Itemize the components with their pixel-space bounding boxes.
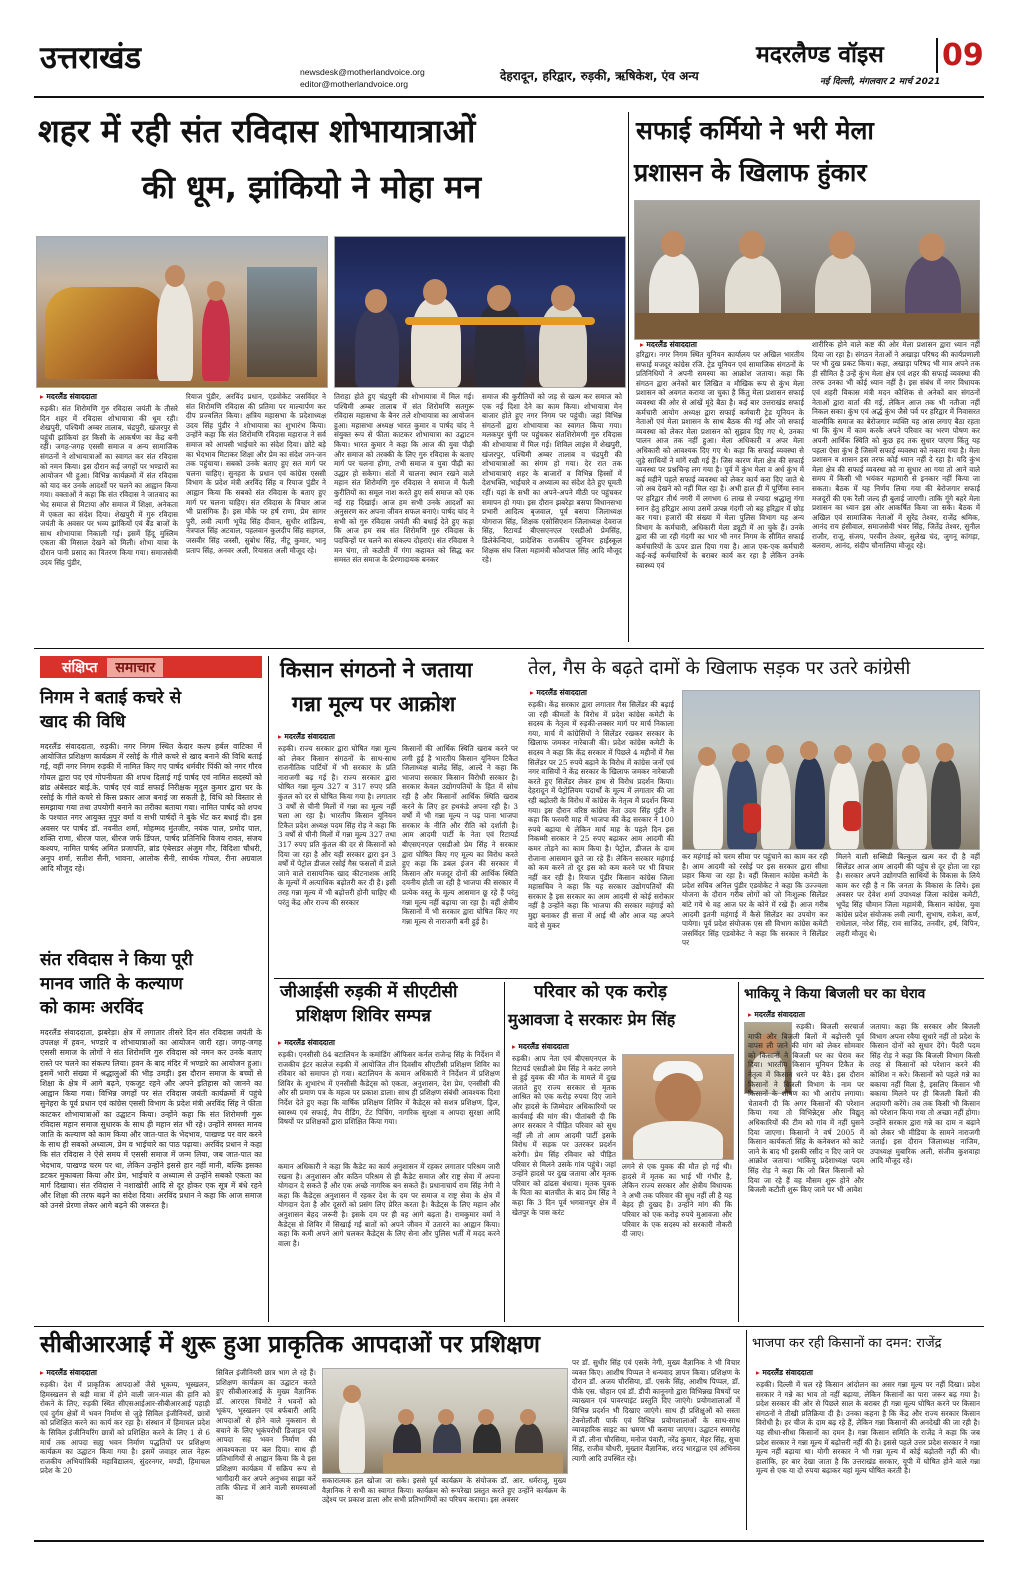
story1-col2: रियाज पुंडीर, अरविंद प्रधान, एडवोकेट जसविंदर ने संत शिरोमणि रविदास की प्रतिमा पर माल्यार्पण कर दीप प्रज्वलित किया। क्षत्रिय महासभा के प्रदेशाध्यक्ष उदय सिंह पुंडीर ने शोभायात्रा का शुभारंभ किया। उन्होंने कहा कि संत शिरोमणि रविदास महाराज ने सर्व समाज को आपसी भाईचारे का संदेश दिया। छोटे बड़े का भेदभाव मिटाकर शिक्षा और प्रेम का संदेश जन-जन तक पहुंचाया। सबको उनके बताए हुए सत मार्ग पर चलना चाहिए। सुनहरा के प्रधान एवं कांग्रेस एससी विभाग के प्रदेश मंत्री अरविंद सिंह व रियाज पुंडीर ने आह्वान किया कि सबको संत रविदास के बताए हुए मार्ग पर चलना चाहिए। संत रविदास के विचार आज भी प्रासंगिक हैं। इस मौके पर हर्ष राणा, प्रेम सागर पुरी, लवी त्यागी भूपेंद्र सिंह दीवान, सुधीर शांडिल्य, नेत्रपाल सिंह अटवाल, पहलवान कुलदीप सिंह सहगल, जसवीर सिंह जस्सी, सुबोध सिंह, नीटू कुमार, भानू प्रताप सिंह, अनवर अली, रियासत अली मौजूद रहे। [186, 392, 326, 555]
brief1-title-line1: निगम ने बताई कचरे से [40, 688, 182, 708]
story5-headline-line1: जीआईसी रुड़की में सीएटीसी [280, 982, 458, 1002]
story3-headline-line2: गन्ना मूल्य पर आक्रोश [292, 692, 456, 716]
story8-col4: पर डॉ. सुधीर सिंह एवं एसके नेगी, मुख्य वैज्ञानिक ने भी विचार व्यक्त किए। आशीष पिप्पल ने धन्यवाद ज्ञापन किया। प्रशिक्षण के दौरान डॉ. अजय चौरसिया, डॉ. एसके सिंह, आशीष पिप्पल, डॉ. पीके एस. चौहान एवं डॉ. डीपी कानूनगो द्वारा विभिन्नख विषयों पर व्याख्यान एवं पावरपाइंट प्रस्तुति दिए जाएंगे। प्रयोगशालाओं में विभिन्न प्रदर्शन भी दिखाए जाएंगे। साथ ही प्रशिक्षुओं को सस्ता टेक्नोलॉजी पार्क एवं विभिन्न प्रयोगशालाओं के साथ-साथ व्यावहारिक साइट का भ्रमण भी कराया जाएगा। उद्घाटन समारोह में डॉ. लीना चौरसिया, मनोज पंवारी, नरेंद्र कुमार, मेहर सिंह, सुचा सिंह, राजीव चौधरी, मुख्तार वैज्ञानिक, शरद भारद्वाज एवं अभिनव त्यागी आदि उपस्थित रहे। [572, 1358, 740, 1463]
story4-col3: मिलने वाली सब्सिडी बिल्कुल खत्म कर दी है वहीं सिलेंडर आज आम आदमी की पहुंच से दूर होता जा रहा है। सरकार अपने उद्योगपति साथियों के विकास के लिये काम कर रही है न कि जनता के विकास के लिये। इस अवसर पर देवेश शर्मा उपाध्यक्ष जिला कांग्रेस कमेटी, भूपेंद्र सिंह चौमान जिला महामंत्री, किसान कांग्रेस, युवा कांग्रेस प्रदेश संयोजक लवी त्यागी, सुभाष, राकेश, कर्ण, राधेलाल, नरेश सिंह, राव साजिद, तनवीर, हर्ष, विपिन, लहरी मौजूद थे। [836, 852, 980, 938]
story8-photo-classroom [322, 1368, 568, 1474]
column-divider [628, 112, 629, 642]
dateline: नई दिल्ली, मंगलवार 2 मार्च 2021 [820, 77, 941, 87]
section-rule [34, 648, 984, 649]
story6-headline-line1: परिवार को एक करोड़ [534, 982, 667, 1002]
story6-headline-line2: मुआवजा दे सरकारः प्रेम सिंह [508, 1010, 676, 1029]
story5-col2: कमान अधिकारी ने कहा कि कैडेट का कार्य अनुशासन में रहकर लगातार परिश्रम जारी रखना है। अनुशासन और कठिन परिश्रम से ही कैडेट समाज और राष्ट्र सेवा में अपना योगदान दे सकते हैं और एक अच्छे नागरिक बन सकते हैं। प्रधानाचार्य राम सिंह नेगी ने कहा कि कैडेट्स अनुशासन में रहकर देश के दम पर समाज व राष्ट्र सेवा के क्षेत्र में योगदान देता है और दूसरों को प्रसंग लिए प्रेरित करता है। कैडेट्स के लिए महान और अनुशासन बेहद जरूरी है। इसके दम पर ही वह आगे बढ़ता है। रामकुमार वर्मा ने कैडेट्स से शिविर में सिखाई गई बातों को अपने जीवन में उतारने का आह्वान किया। कहा कि कमी अपने आगे चलकर कैडेट्स के लिए सेना और पुलिस भर्ती में मदद करने वाला है। [278, 1162, 500, 1248]
footer-rule [34, 1540, 984, 1542]
column-divider [746, 1330, 747, 1530]
story9-col1: रुड़की। दिल्ली में चल रहे किसान आंदोलन का असर गन्ना मूल्य पर नहीं दिखा। प्रदेश सरकार ने गन्ने का भाव तो नहीं बढ़ाया, लेकिन किसानों का पारा जरूर बढ़ गया है। प्रदेश सरकार की ओर से पिछले साल के बराबर ही गन्ना मूल्य घोषित करने पर किसान संगठनों ने तीखी प्रतिक्रिया दी है। उनका कहना है कि केंद्र और राज्य सरकार किसान विरोधी है। हर चीज के दाम बढ़ रहे हैं, लेकिन गन्ना किसानों की अनदेखी की जा रही है। यह सीधा-सीधा किसानों का दमन है। गन्ना किसान समिति के राजेंद्र ने कहा कि जब प्रदेश सरकार ने गन्ना मूल्य में बढ़ोत्तरी नहीं की है। इससे पहले उत्तर प्रदेश सरकार ने गन्ना मूल्य नहीं बढ़ाया था। योगी सरकार ने भी गन्ना मूल्य में कोई बढ़ोतरी नहीं की थी। हालांकि, हर बार देखा जाता है कि उत्तराखंड सरकार, यूपी में घोषित होने वाले गन्ना मूल्य से एक या दो रुपया बढ़ाकर यहां मूल्य घोषित करती है। [756, 1380, 980, 1476]
story1-byline: ▸ मदरलैंड संवाददाता [40, 392, 97, 402]
column-divider [268, 656, 269, 1322]
story6-col1: रुड़की। आप नेता एवं बीएसएनएल के रिटायर्ड एसडीओ प्रेम सिंह ने करंट लगने से हुई युवक की मौत के मामले में दुख जताते हुए राज्य सरकार से मृतक आश्रित को एक करोड़ रुपया दिए जाने और हादसे के जिम्मेदार अधिकारियों पर कार्यवाई की मांग की। पीतांबरी दी कि अगर सरकार ने पीड़ित परिवार को सुध नहीं ली तो आम आदमी पार्टी इसके विरोध में सड़क पर उतरकर प्रदर्शन करेगी। प्रेम सिंह रविवार को पीड़ित परिवार से मिलने उसके गांव पहुंचे। जहां उन्होंने हादसे पर दुख जताया और मृतक परिवार को ढांढस बंधाया। मृतक युवक के पिता का बातचीत के बाद प्रेम सिंह ने कहा कि 3 दिन पूर्व भगवानपुर क्षेत्र में खेतपुर के पास करंट [512, 1054, 616, 1217]
section-rule [274, 978, 984, 979]
story2-col2: शारीरिक होने वाले कष्ट की ओर मेला प्रशासन द्वारा ध्यान नहीं दिया जा रहा है। संगठन नेताओं ने अखाड़ा परिषद की कार्यप्रणाली पर भी दुख प्रकट किया। कहा, अखाड़ा परिषद भी मात्र अपने तक ही सीमित है उन्हें कुंभ मेला क्षेत्र एवं शहर की सफाई व्यवस्था की तरफ उनका भी कोई ध्यान नहीं है। इस संबंध में नगर विधायक एवं शहरी विकास मंत्री मदन कौशिक से अनेकों बार संगठनों नेताओं द्वारा वार्ता की गई, लेकिन आज तक भी नतीजा नहीं निकल सका। कुंभ एवं अर्द्ध कुंभ जैसे पर्व पर हरिद्वार में निवासरत वाल्मीकि समाज का बेरोजगार व्यक्ति यह आस लगाए बैठा रहता था कि कुंभ में काम करके अपने परिवार का भरण पोषण कर अपनी आर्थिक स्थिति को कुछ हद तक सुधार पाएगा किंतु यह पहला ऐसा कुंभ है जिसमें सफाई व्यवस्था को नकारा गया है। मेला प्रशासन व शासन इस तरफ कोई ध्यान नहीं दे रहा है। यदि कुंभ मेला क्षेत्र की सफाई व्यवस्था को ना सुधार आ गया तो आने वाले समय में किसी भी भयंकर महामारी से इनकार नहीं किया जा सकता। बैठक में यह निर्णय लिया गया की बेरोजगार सफाई मजदूरों की एक रैली जल्द ही बुलाई जाएगी। ताकि गूंगे बहरे मेला प्रशासन का ध्यान इस ओर आकर्षित किया जा सके। बैठक में अखिल एवं सामाजिक नेताओं में सुरेंद्र तेश्वर, राजेंद्र श्रमिक, आनंद राय हंसीवाल, समाजसेवी भंवर सिंह, जितेंद्र तेश्वर, सुनील राजौर, राजू, संजय, परवीन तेश्वर, सुलेख चंद, जुगनू कांगड़ा, बलराम, आनंद, संदीप चौनालिया मौजूद रहे। [812, 340, 980, 551]
story4-col1: रुड़की। केंद्र सरकार द्वारा लगातार गैस सिलेंडर की बढ़ाई जा रही कीमतों के विरोध में प्रदेश कांग्रेस कमेटी के सदस्य के नेतृत्व में रुड़की-लक्सर मार्ग पर मार्च निकाला गया, मार्च में कांग्रेसियों ने सिलेंडर रखकर सरकार के खिलाफ जमकर नारेबाजी की। प्रदेश कांग्रेस कमेटी के सदस्य ने कहा कि केंद्र सरकार में पिछले 4 महीनों में गैस सिलेंडर पर 25 रुपये बढ़ाने के विरोध में कांग्रेस जनों एवं नगर वासियों ने केंद्र सरकार के खिलाफ जमकर नारेबाजी करते हुए सिलेंडर लेकर हाथ से विरोध प्रदर्शन किया। देहरादून में पेट्रोलियम पदार्थों के मूल्य में लगातार की जा रही बढ़ोतरी के विरोध में कांग्रेस के नेतृत्व में प्रदर्शन किया गया। इस दौरान वरिष्ठ कांग्रेस नेता उदय सिंह पुंडीर ने कहा कि फरवरी माह में भाजपा की केंद्र सरकार ने 100 रुपये बढ़ाया थे लेकिन मार्च माह के पहले दिन इस निकम्मी सरकार ने 25 रुपए बढ़ाकर आम आदमी की कमर तोड़ने का काम किया है। पेट्रोल, डीजल के दाम रोजाना आसमान छूते जा रहे हैं। लेकिन सरकार महंगाई को कम करने तो दूर इस को कम करने पर भी विचार नहीं कर रही है। रियाज पुंडीर किसान कांग्रेस जिला महासचिव ने कहा कि यह सरकार उद्योगपतियों की सरकार है इस सरकार का आम आदमी से कोई सरोकार नहीं है उन्होंने कहा कि भाजपा की सरकार महंगाई को मुद्दा बनाकर ही सत्ता में आई थी और आज यह अपने वादे से मुकर [528, 700, 674, 930]
story9-byline: ▸ मदरलैंड संवाददाता [756, 1368, 813, 1378]
story6-byline: ▸ मदरलैंड संवाददाता [512, 1042, 569, 1052]
story2-headline-line1: सफाई कर्मियो ने भरी मेला [636, 116, 874, 145]
story1-photo-chariot [36, 236, 328, 388]
column-divider [504, 982, 505, 1322]
story8-headline: सीबीआरआई में शुरू हुआ प्राकृतिक आपदाओं पर प्रशिक्षण [40, 1330, 540, 1358]
story7-byline: ▸ मदरलैंड संवाददाता [748, 1010, 805, 1020]
story1-col4: समाज की कुरीतियों को जड़ से खत्म कर समाज को एक नई दिशा देने का काम किया। शोभायात्रा मेन बाजार होते हुए नगर निगम पर पहुंची। जहां विभिन्न संगठनों द्वारा शोभायात्रा का स्वागत किया गया। मलकपुर चुंगी पर पहुंचकर संतशिरोमणी गुरु रविदास की शोभायात्रा में मिल गई। शिविल लाइंस में शेखपुरी, खंजरपुर, पश्चिमी अम्बर तालाब व चंद्रपुरी की शोभायात्राओं का संगम हो गया। देर रात तक शोभायात्राएं शहर के बाजारों व विभिन्न हिस्सों में देशभक्ति, भाईचारे व अध्यात्म का संदेश देते हुए घूमती रहीं। यहां के सभी का अपने-अपने मीठी पर पहुंचकर समापन हो गया। इस दौरान झबरेड़ा बसपा विधानसभा प्रभारी आदित्य बृजवाल, पूर्व बसपा जिलाध्यक्ष योगराज सिंह, शिक्षक एसोसिएशन जिलाध्यक्ष देवराज सिंह, रिटायर्ड बीएसएनएल एसडीओ प्रेमसिंह, डिलेकेन्दिया, प्रादेशिक राजकीय जूनियर हाईस्कूल शिक्षक संघ जिला महामंत्री कौशपाल सिंह आदि मौजूद रहे। [482, 392, 622, 565]
email-editor[interactable]: editor@motherlandvoice.org [300, 79, 409, 89]
story1-col3: तिराहा होते हुए चंद्रपुरी की शोभायात्रा में मिल गई। पश्चिमी अम्बर तालाब में संत शिरोमणि सतगुरू रविदास महासभा के बैनर तले शोभायात्रा का आयोजन हुआ। महासभा अध्यक्ष भारत कुमार व पार्षद चांद ने संयुक्त रूप से फीता काटकर शोभायात्रा का उद्घाटन किया। भारत कुमार ने कहा कि आज की युवा पीढ़ी और समाज को तरक्की के लिए गुरु रविदास के बताए मार्ग पर चलना होगा, तभी समाज व युवा पीढ़ी का उद्धार हो सकेगा। संतों में चालना स्थान रखने वाले महान संत शिरोमणि गुरु रविदास ने समाज में फैली कुरीतियों का समूल नाश करते हुए सर्व समाज को एक नई राह दिखाई। आज हम सभी उनके आदर्शों का अनुसरण कर अपना जीवन सफल बनाएं। पार्षद चांद ने सभी को गुरु रविदास जयंती की बधाई देते हुए कहा कि आज हम सब संत शिरोमणि गुरु रविदास के पदचिन्हों पर चलने का संकल्प दोहराएं। संत रविदास ने मन चंगा, तो कठौती में गंगा कहावत को सिद्ध कर समस्त संत समाज के प्रेरणादायक बनकर [334, 392, 474, 565]
section-rule [34, 1326, 984, 1327]
brief2-title-line1: संत रविदास ने किया पूरी [40, 950, 193, 970]
edition-cities: देहरादून, हरिद्वार, रुड़की, ऋषिकेश, एंव अन्य [500, 69, 699, 83]
story2-col1: हरिद्वार। नगर निगम स्थित यूनियन कार्यालय पर अखिल भारतीय सफाई मजदूर कांग्रेस रजि. ट्रेड यूनियन एवं सामाजिक संगठनों के प्रतिनिधियों ने अपनी समस्या का आक्रोश जताया। कहा कि संगठन द्वारा अनेकों बार लिखित व मौखिक रूप से कुंभ मेला प्रशासन को अवगत कराया जा चुका है किंतु मेला प्रशासन सफाई व्यवस्था की ओर से आंखें मूंदे बैठा है। कई बार उत्तराखंड सफाई कर्मचारी आयोग अध्यक्ष द्वारा सफाई कर्मचारी ट्रेड यूनियन के नेताओं एवं मेला प्रशासन के साथ बैठक की गई और जो सफाई व्यवस्था को लेकर मेला प्रशासन को सुझाव दिए गए थे, उनका पालन आज तक नहीं हुआ। मेला अधिकारी व अपर मेला अधिकारी को आवश्यक दिए गए थे। कहा कि सफाई व्यवस्था से जुड़े साथियों ने मांगें रखी गई हैं। जिस कारण मेला क्षेत्र की सफाई व्यवस्था पर प्रश्नचिन्ह लग गया है। पूर्व में कुंभ मेला व अर्ध कुंभ में कई महीने पहले सफाई व्यवस्था को लेकर कार्य करा दिए जाते थे जो अब देखने को नहीं मिल रहा है। अभी हाल ही में पूर्णिमा स्नान पर हरिद्वार तीर्थ नगरी में लगभग 6 लाख से ज्यादा श्रद्धालु गंगा स्नान हेतु हरिद्वार आया उसमें उत्पन्न गंदगी जो बह हरिद्वार में छोड़ कर गया। हजारों की संख्या में मेला पुलिस विभाग यह अन्य विभाग के कर्मचारी, अधिकारी मेला ड्यूटी में आ चुके हैं। उनके द्वारा की जा रही गंदगी का भार भी नगर निगम के सीमित सफाई कर्मचारियों के ऊपर डाल दिया गया है। आज एक-एक कर्मचारी कई-कई कर्मचारियों के बराबर कार्य कर रहा है लेकिन उनके स्वास्थ्य एवं [636, 350, 804, 571]
email-newsdesk[interactable]: newsdesk@motherlandvoice.org [300, 67, 425, 77]
page-number: 09 [936, 38, 984, 73]
story1-photo-leaders [334, 236, 626, 388]
story6-photo-prem-singh [622, 1054, 734, 1160]
brief2-title-line3: को कामः अरविंद [40, 998, 144, 1018]
story9-headline: भाजपा कर रही किसानों का दमन: राजेंद्र [752, 1336, 942, 1351]
story1-headline-line1: शहर में रही संत रविदास शोभायात्राओं [38, 112, 476, 150]
paper-name: मदरलैण्ड वॉइस [756, 42, 884, 68]
story2-photo-meeting [634, 200, 980, 340]
story4-headline: तेल, गैस के बढ़ते दामों के खिलाफ सड़क पर उतरे कांग्रेसी [528, 658, 911, 679]
brief2-title-line2: मानव जाति के कल्याण [40, 974, 183, 994]
story8-col2: सिविल इंजीनियरी छात्र भाग ले रहे हैं। प्रशिक्षण कार्यक्रम का उद्घाटन करते हुए सीबीआरआई के मुख्य वैज्ञानिक डॉ. आरएस चिमोटे ने भवनों को भूकंप, भूस्खलन एवं बर्फबारी आदि आपदाओं से होने वाले नुकसान से बचाने के लिए भूकंपरोधी डिजाइन एवं आपदा सह भवन निर्माण की आवश्यकता पर बल दिया। साथ ही प्रतिभागियों से आह्वान किया कि वे इस प्रशिक्षण कार्यक्रम में सक्रिय रूप से भागीदारी कर अपने अनुभव साझा करें ताकि फील्ड में आने वाली समस्याओं का [216, 1368, 316, 1502]
story5-col1: रुड़की। एनसीसी 84 बटालियन के कमांडिंग ऑफिसर कर्नल राजेन्द्र सिंह के निर्देशन में राजकीय इंटर कालेज रुड़की में आयोजित तीन दिवसीय सीएटीसी प्रशिक्षण शिविर का रविवार को समापन हो गया। बटालियन के कमान अधिकारी ने निर्देशन में प्रशिक्षण शिविर के शुभारंभ में एनसीसी कैडेट्स को एकता, अनुशासन, देश प्रेम, एनसीसी की और सी प्रमाण पत्र के महत्व पर प्रकाश डाला। साथ ही प्रशिक्षण संबंधी आवश्यक दिशा निर्देश देते हुए कहा कि वार्षिक प्रशिक्षण शिविर में कैडेट्स को सशत्र प्रशिक्षण, ड्रिल, स्वास्थ्य एवं सफाई, मैप रीडिंग, टेंट पिचिंग, नागरिक सुरक्षा व आपदा सुरक्षा आदि विषयों पर प्रशिक्षकों द्वारा प्रशिक्षित किया गया। [278, 1050, 500, 1127]
story2-headline-line2: प्रशासन के खिलाफ हुंकार [634, 158, 867, 187]
brief1-title-line2: खाद की विधि [40, 712, 126, 732]
story3-byline: ▸ मदरलैंड संवाददाता [278, 732, 335, 742]
story8-byline: ▸ मदरलैंड संवाददाता [40, 1368, 97, 1378]
story3-headline-line1: किसान संगठनो ने जताया [280, 658, 473, 682]
story4-photo-protest [682, 690, 980, 850]
story7-col1: रुड़की। बिजली सरचार्ज माफी और बिजली बिलों में बढ़ोत्तरी पूर्व वापस ली जाने की मांग को लेकर सोमवार को किसानों ने बिजली घर का घेराव कर दिया। भारतीय किसान यूनियन टिकैत के नेतृत्व में किसान धरने पर बैठे। इस दौरान किसानों ने बिजली विभाग के नाम पर किसानों के शोषण का भी आरोप लगाया। चेतावनी दी कि अगर किसानों की परेशान किया गया तो विभिन्नेट्स और विद्युत् अधिकारियों की टीम को गांव में नहीं घुसने दिया जाएगा। किसानों ने वर्ष 2005 में किसान कार्यकर्ता सिंह के कनेक्शन को काटे जाने के बाद भी इसकी रसीद न दिए जाने पर आक्रोश जताया। भाकियू प्रदेशाध्यक्ष पदम सिंह रोड़ ने कहा कि जो बिल किसानों को दिया जा रहे हैं वह मौसम शुरू होने और बिजली कटौती शुरू किए जाने पर भी आवेश [748, 1022, 864, 1195]
story1-col1: रुड़की। संत शिरोमणि गुरु रविदास जयंती के तीसरे दिन शहर में रविदास शोभायात्रा की धूम रही। शेखपुरी, पश्चिमी अम्बर तालाब, चंद्रपुरी, खंजरपुर से पहुंची झांकियां हर किसी के आकर्षण का केंद्र बनी रहीं। जगह-जगह एससी समाज व अन्य सामाजिक संगठनों ने शोभायात्राओं का स्वागत कर संत रविदास को नमन किया। इस दौरान कई जगहों पर भण्डारों का आयोजन भी हुआ। विभिन्न कार्यक्रमों में संत रविदास को याद कर उनके आदर्शों पर चलने का आह्वान किया गया। वक्ताओं ने कहा कि संत रविदास ने जातवाद का भेद समाज से मिटाया और समाज में शिक्षा, अनेकता में एकता का संदेश दिया। शेखपुरी में गुरु रविदास जयंती के अवसर पर भव्य झांकियों एवं बैंड बाजों के साथ शोभायात्रा निकाली गई। इसमें हिंदू मुस्लिम एकता की मिसाल देखने को मिली। शोभा यात्रा के दौरान पानी प्रसाद का वितरण किया गया। समाजसेवी उदय सिंह पुंडीर, [40, 404, 178, 567]
story7-col2: जताया। कहा कि सरकार और बिजली विभाग अपना रवैया सुधारे नहीं तो प्रदेश के किसान दोनों को सुधार देंगे। पैंदरी पदम सिंह रोड़ ने कहा कि बिजली विभाग किसी तरह से किसानों को परेशान करने की कोशिश न करे। किसानों को पहले गन्ने का बकाया नहीं मिला है, इसलिए किसान भी बकाया मिलने पर ही बिजली बिलों की अदायगी करेंगे। तब तक किसी भी किसान को परेशान किया गया तो अच्छा नहीं होगा। उन्होंने सरकार द्वारा गन्ने का दाम न बढ़ाने को लेकर भी मीडिया के सामने नाराजगी जताई। इस दौरान जिलाध्यक्ष नाजिम, उपाध्यक्ष मुबारिक अली, संजीव कुशवाहा आदि मौजूद रहे। [870, 1022, 980, 1166]
story4-col2: कर महंगाई को चरम सीमा पर पहुंचाने का काम कर रही है। आम आदमी को रसोई पर इस सरकार द्वारा सीधा प्रहार किया जा रहा है। वहीं किसान कांग्रेस कमेटी के प्रदेश सचिव अनिल पुंडीर एडवोकेट ने कहा कि उज्ज्वला योजना के दौरान गरीब लोगों को जो निःशुल्क सिलेंडर बांटे गये थे वह आज घर के कोने में रखे हैं। आज गरीब आदमी इतनी महंगाई में कैसे सिलेंडर का उपयोग कर पायेगा। पूर्व प्रदेश संयोजक एस सी विभाग कांग्रेस कमेटी जसविंदर सिंह एडवोकेट ने कहा कि सरकार ने सिलेंडर पर [682, 852, 828, 948]
column-divider [738, 982, 739, 1322]
story3-col2: किसानों की आर्थिक स्थिति खराब करने पर लगी हुई है भारतीय किसान यूनियन टिकैत जिलाध्यक्ष बालेंद्र सिंह, आल्दे ने कहा कि भाजपा सरकार किसान विरोधी सरकार है। सरकार केवल उद्योगपतियों के हित में सोच रही है और किसानों आर्थिक स्थिति खराब करने के लिए हर हथकंडे अपना रही है। 3 वर्षों में भी गन्ना मूल्य न पढ़ पाना भाजपा सरकार के नीति और रीति को दर्शाती है। आम आदमी पार्टी के नेता एवं रिटायर्ड बीएसएनएल एसडीओ प्रेम सिंह ने सरकार द्वारा घोषित किए गए मूल्य का विरोध करते हुए कहा कि डबल इंजन की सरकार में किसान और मजदूर दोनों की आर्थिक स्थिति दयनीय होती जा रही है भाजपा की सरकार में प्रत्येक वस्तु के मूल्य आसमान छू रहे हैं परंतु गन्ना मूल्य नहीं बढ़ाया जा रहा है। वहीं क्षेत्रीय किसानों में भी सरकार द्वारा घोषित किए गए गन्ना मूल्य से नाराजगी बनी हुई है। [402, 744, 518, 926]
masthead-rule [34, 96, 984, 98]
section-title: उत्तराखंड [40, 40, 142, 76]
story5-headline-line2: प्रशिक्षण शिविर सम्पन्न [296, 1006, 431, 1026]
story7-headline: भाकियू ने किया बिजली घर का घेराव [744, 986, 926, 1002]
story6-col2: लगने से एक युवक की मौत हो गई थी। हादसे में मृतक का भाई भी गंभीर है, लेकिन राज्य सरकार और क्षेत्रीय विधायक ने अभी तक परिवार की सुध नहीं ली है यह बेहद ही दुखद है। उन्होंने मांग की कि परिवार को एक करोड़ रुपये मुआवजा और परिवार के एक सदस्य को सरकारी नौकरी दी जाए। [622, 1162, 732, 1239]
brief1-text: मदरलैंड संवाददाता, रुड़की। नगर निगम स्थित केदार कल्प हर्बल वाटिका में आयोजित प्रशिक्षण कार्यक्रम में रसोई के गीले कचरे से खाद बनाने की विधि बताई गई, वहीं नगर निगम रुड़की में नामित किए गए पार्षद धर्मवीर पिंकी को नगर गौरव गोयल द्वारा पद एवं गोपनीयता की शपथ दिलाई गई पार्षद एवं नामित सदस्यों को ब्रांड अंबेसडर बाई.के. पार्षद एवं वार्ड सफाई निरीक्षक मृदुल कुमार द्वारा घर के रसोई के गीले कचरे से किस प्रकार आज बनाई जा सकती है, विधि को विस्तार से समझाया गया तथा उपयोगी बनाने का तरीका बताया गया। नामित पार्षद को शपथ के पश्चात नगर आयुक्त नूपुर वर्मा व सभी पार्षदों ने बुके भेंट कर बधाई दी। इस अवसर पर पार्षद डॉ. नवनीत शर्मा, मोहम्मद मुंतजीर, नयंक पाल, प्रमोद पाल, शक्ति राणा, धीरज पाल, धीरज जर्फ डिंपल, पार्षद प्रतिनिधि विजय रावत, संजय कश्यप, नामित पार्षद अमित प्रजापति, ब्रांड एंबेसडर अंजुम गौर, विदिशा चौधरी, अनूप शर्मा, सतीश सैनी, भावना, आलोक सैनी, सार्थक गोयल, रीना अग्रवाल आदि मौजूद रहे। [40, 742, 262, 874]
story2-byline: ▸ मदरलैंड संवाददाता [640, 340, 697, 350]
brief-label-right: समाचार [107, 658, 163, 677]
brief2-text: मदरलैंड संवाददाता, झबरेड़ा। क्षेत्र में लगातार तीसरे दिन संत रविदास जयंती के उपलक्ष में हवन, भण्डारे व शोभायात्राओं का आयोजन जारी रहा। जगह-जगह एससी समाज के लोगों ने संत शिरोमणि गुरु रविदास को नमन कर उनके बताए रास्ते पर चलने का संकल्प लिया। हवन के बाद मंदिर में भण्डारे का आयोजन हुआ। इसमें भारी संख्या में श्रद्धालुओं की भीड़ उमड़ी। इस दौरान समाज के बच्चों से शिक्षा के क्षेत्र में आगे बढ़ने, एकजुट रहने और अपने इतिहास को जानने का आह्वान किया गया। विभिन्न जगहों पर संत रविदास जयंती कार्यक्रमों में पहुंचे सुनेहरा के पूर्व प्रधान एवं कांग्रेस एससी विभाग के प्रदेश मंत्री अरविंद सिंह ने फीता काटकर शोभायात्राओं का उद्घाटन किया। उन्होंने कहा कि संत शिरोमणी गुरू रविदास महान समाज सुधारक के साथ ही महान संत भी रहे। उन्होंने समस्त मानव जाति के कल्याण को काम किया और जात-पात के भेदभाव, पाखण्ड पर वार करने के साथ ही सबको अध्यात्म, प्रेम व भाईचारे का पाठ पढ़ाया। अरविंद प्रधान ने कहा कि संत रविदास ने ऐसे समय में एससी समाज में जन्म लिया, जब जात-पात का भेदभाव, पाखण्ड चरम पर था, लेकिन उन्होंने इससे हार नहीं मानी, बल्कि इसका डटकर मुकाबला किया और प्रेम, भाईचारे व अध्यात्म से उन्होंने सबको एकता का मार्ग दिखाया। संत रविदास ने नशाखोरी आदि से दूर होकर एक सूत्र में बंधे रहने और शिक्षा की तरफ बढ़ने का संदेश दिया। अरविंद प्रधान ने कहा कि आज समाज को उनसे प्रेरणा लेकर आगे बढ़ने की जरूरत है। [40, 1028, 262, 1211]
contact-emails [300, 66, 425, 90]
story3-col1: रुड़की। राज्य सरकार द्वारा घोषित गन्ना मूल्य को लेकर किसान संगठनों के साथ-साथ राजनीतिक पार्टियों में भी सरकार के प्रति नाराजगी बढ़ गई है। राज्य सरकार द्वारा घोषित गन्ना मूल्य 327 व 317 रुपए प्रति कुंतल को दर से घोषित किया गया है। लगातार 3 वर्षों से चीनी मिलों में गन्ना का मूल्य नहीं चला आ रहा है। भारतीय किसान यूनियन टिकैत प्रदेश अध्यक्ष पदम सिंह रोड़ ने कहा कि 3 वर्षों से चीनी मिलों में गन्ना मूल्य 327 तथा 317 रुपए प्रति कुंतल की दर से किसानों को दिया जा रहा है और यही सरकार द्वारा इन 3 वर्षों में पेट्रोल डीजल रसोई गैस फसलों में डाले जाने वाले रासायनिक खाद कीटनाशक आदि के मूल्यों में अत्याधिक बढ़ोतरी कर दी है। इसी तरह गन्ना मूल्य में भी बढ़ोत्तरी होनी चाहिए थी परंतु केंद्र और राज्य की सरकार [278, 744, 396, 907]
brief-label [40, 656, 262, 678]
brief-label-left: संक्षिप्त [62, 659, 98, 676]
story1-headline-line2: की धूम, झांकियो ने मोहा मन [142, 168, 482, 206]
story8-col1: रुड़की। देश में प्राकृतिक आपदाओं जैसे भूकम्प, भूस्खलन, हिमस्खलन से बड़ी मात्रा में होने वाली जान-माल की हानि को रोकने के लिए, रुड़की स्थित सीएसआईआर-सीबीआरआई पहाड़ी एवं दुर्गम क्षेत्रों में भवन निर्माण से जुड़े सिविल इंजीनियरों, छात्रों को प्रशिक्षित करने का कार्य कर रहा है। संस्थान में हिमाचल प्रदेश के सिविल इंजीनियरिंग छात्रों को प्रशिक्षित करने के लिए 1 से 6 मार्च तक आपदा सह्य भवन निर्माण पद्धतियों पर प्रशिक्षण कार्यक्रम का उद्घाटन किया गया है। इसमें जवाहर लाल नेहरू राजकीय अभियांत्रिकी महाविद्यालय, सुंदरनगर, मण्डी, हिमाचल प्रदेश के 20 [40, 1380, 210, 1476]
story8-col3: सकारात्मक हल खोजा जा सके। इससे पूर्व कार्यक्रम के संयोजक डॉ. आर. धर्मराजू, मुख्य वैज्ञानिक ने सभी का स्वागत किया। कार्यक्रम को रूपरेखा प्रस्तुत करते हुए उन्होंने कार्यक्रम के उद्देश्य पर प्रकाश डाला और सभी प्रतिभागियों का परिचय कराया। इस अवसर [322, 1476, 566, 1505]
story5-byline: ▸ मदरलैंड संवाददाता [278, 1038, 335, 1048]
story4-byline: ▸ मदरलैंड संवाददाता [530, 688, 587, 698]
